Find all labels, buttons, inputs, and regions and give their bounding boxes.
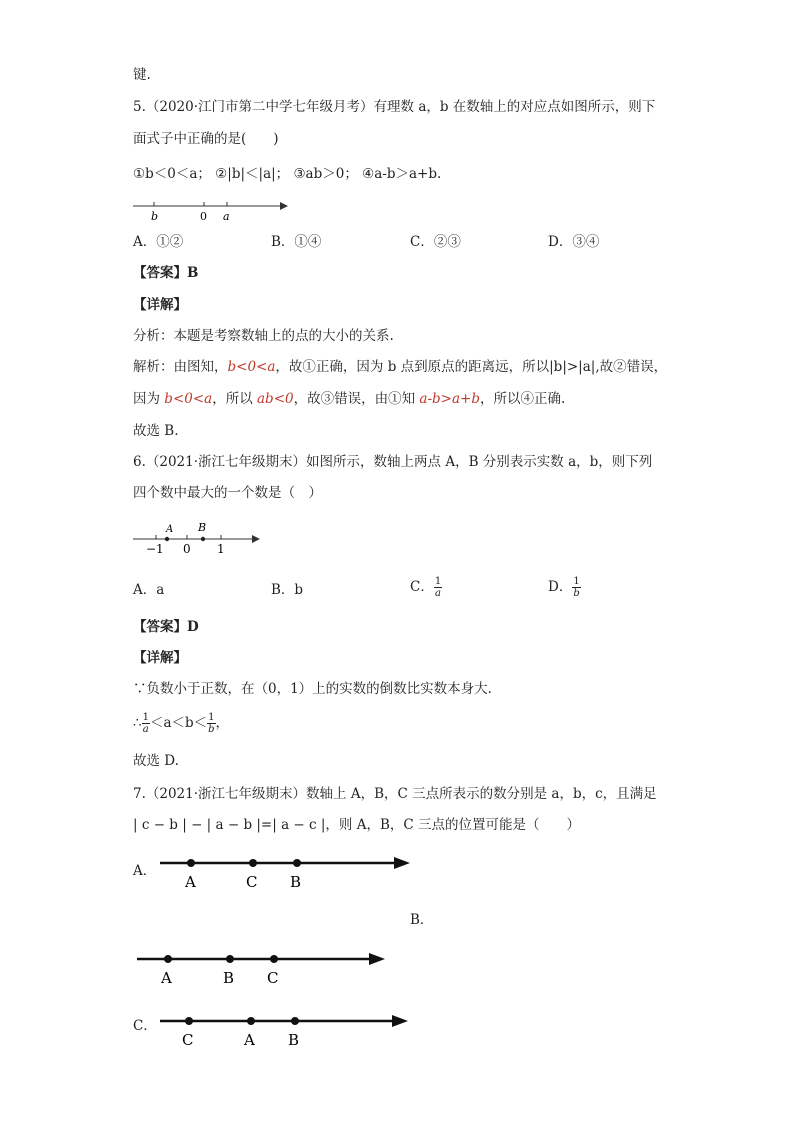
point-label: C: [267, 969, 279, 987]
q6-stem-line1: 6.（2021·浙江七年级期末）如图所示，数轴上两点 A，B 分别表示实数 a，b，则下列: [133, 454, 653, 470]
q5-option-b: B．①④: [271, 234, 322, 250]
q6-final: 故选 D.: [133, 753, 179, 769]
inequality-chain: ＜a＜b＜: [149, 715, 208, 731]
math-span: b<0<a: [164, 391, 213, 407]
text-line: 键.: [133, 67, 151, 83]
text-span: ，故①正确，因为 b 点到原点的距离远，所以|b|>|a|,故②错误，: [275, 359, 668, 375]
point-label: A: [244, 1031, 255, 1049]
q5-number-line: [130, 196, 290, 226]
q5-statements: ①b＜0＜a； ②|b|＜|a|； ③ab＞0； ④a-b＞a+b.: [133, 166, 442, 182]
text-span: 解析：由图知，: [133, 359, 228, 375]
fraction-numerator: 1: [142, 712, 149, 723]
q6-axis-label-a: A: [166, 524, 174, 535]
text-span: ，所以④正确.: [479, 391, 566, 407]
q6-axis-one: 1: [217, 542, 225, 556]
q5-solution-line1: [133, 358, 667, 376]
therefore-symbol: ∴: [133, 715, 142, 731]
fraction-denominator: a: [435, 588, 442, 599]
point-label: C: [182, 1031, 194, 1049]
q5-option-a: A．①②: [133, 234, 184, 250]
q6-option-a: A．a: [133, 582, 165, 598]
fraction-one-over-a: [142, 712, 150, 735]
q7-option-c-number-line: [158, 1010, 414, 1050]
q5-axis-a: a: [223, 210, 230, 223]
q6-axis-minus-one: −1: [146, 542, 164, 556]
q6-answer: 【答案】D: [133, 619, 199, 635]
point-label: A: [161, 969, 172, 987]
fraction-one-over-b: [572, 576, 580, 599]
q5-answer: 【答案】B: [133, 265, 199, 281]
q5-axis-zero: 0: [200, 210, 207, 223]
q5-analysis: 分析：本题是考察数轴上的点的大小的关系.: [133, 328, 394, 344]
q5-option-c: C．②③: [410, 234, 461, 250]
fraction-denominator: a: [142, 724, 149, 735]
q6-option-c: [410, 576, 442, 599]
q5-detail-heading: 【详解】: [133, 297, 187, 313]
math-span: a-b>a+b: [419, 391, 480, 407]
option-label: C．: [410, 579, 434, 595]
point-label: B: [223, 969, 235, 987]
math-span: b<0<a: [227, 359, 276, 375]
q7-option-c-label: C．: [133, 1018, 157, 1034]
fraction-numerator: 1: [434, 576, 442, 587]
point-label: A: [185, 873, 196, 891]
q7-option-b-label: B．: [410, 912, 434, 928]
q7-option-a-label: A．: [133, 863, 157, 879]
q7-option-a-number-line: [158, 852, 414, 892]
q6-option-b: B．b: [271, 582, 304, 598]
q5-axis-b: b: [151, 210, 159, 223]
q7-option-b-number-line: [135, 948, 391, 988]
fraction-numerator: 1: [573, 576, 580, 587]
text-span: 因为: [133, 391, 165, 407]
fraction-one-over-b: [207, 712, 215, 735]
q7-stem-line2: | c − b | − | a − b |=| a − c |，则 A，B，C 三点的位置可能是（ ）: [133, 817, 581, 833]
q5-option-d: D．③④: [548, 234, 600, 250]
point-label: B: [288, 1031, 300, 1049]
q6-inequality: [133, 712, 229, 735]
point-label: B: [290, 873, 302, 891]
text-span: ，所以: [212, 391, 257, 407]
q7-stem-line1: 7.（2021·浙江七年级期末）数轴上 A，B，C 三点所表示的数分别是 a，b，c，且满足: [133, 786, 657, 802]
text-span: ，故③错误，由①知: [293, 391, 420, 407]
q5-stem-line2: 面式子中正确的是( ): [133, 131, 279, 147]
q6-axis-label-b: B: [198, 521, 207, 534]
fraction-denominator: b: [573, 588, 580, 599]
fraction-one-over-a: [434, 576, 442, 599]
fraction-numerator: 1: [208, 712, 215, 723]
q6-reason: ∵负数小于正数，在（0，1）上的实数的倒数比实数本身大.: [133, 681, 492, 697]
q6-stem-line2: 四个数中最大的一个数是（ ）: [133, 485, 322, 501]
fraction-denominator: b: [208, 724, 215, 735]
text-span: ，: [215, 715, 230, 731]
q6-option-d: [548, 576, 581, 599]
q6-detail-heading: 【详解】: [133, 650, 187, 666]
option-label: D．: [548, 579, 573, 595]
q5-solution-line2: [133, 390, 565, 408]
math-span: ab<0: [257, 391, 294, 407]
q6-axis-zero: 0: [183, 542, 191, 556]
q5-stem-line1: 5.（2020·江门市第二中学七年级月考）有理数 a，b 在数轴上的对应点如图所示，则下: [133, 99, 656, 115]
q5-final: 故选 B.: [133, 423, 179, 439]
point-label: C: [246, 873, 258, 891]
q6-number-line: [130, 520, 265, 556]
